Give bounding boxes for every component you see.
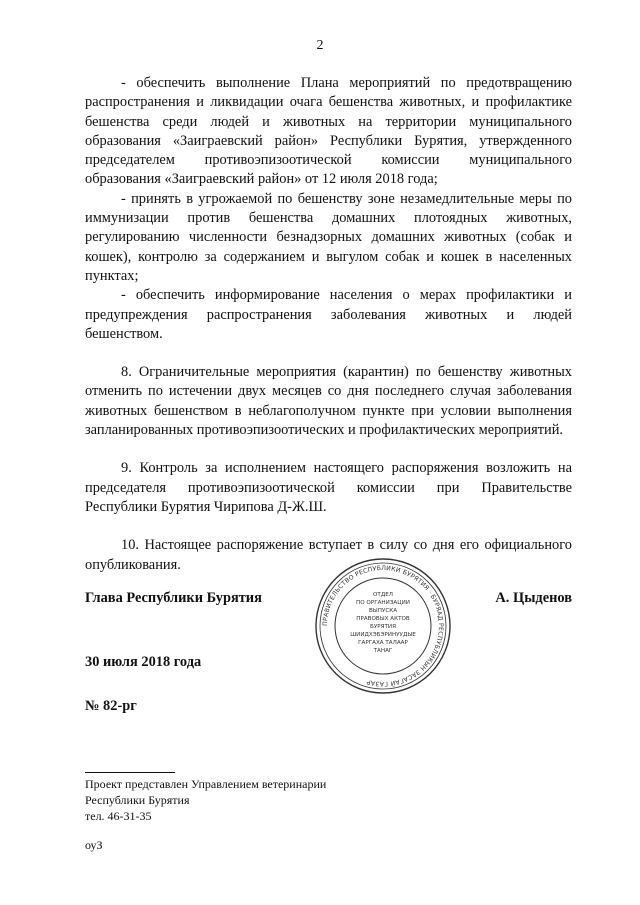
document-number: № 82-рг [85,698,137,714]
paragraph-informing: - обеспечить информирование населения о мерах профилактики и предупреждения распространения заболевания животных и людей бешенством. [85,287,572,342]
footnote [85,776,326,824]
paragraph-10: 10. Настоящее распоряжение вступает в силу со дня его официального опубликования. [85,537,572,573]
seal-line: ТАНАГ [373,648,393,654]
footnote-divider [85,772,175,773]
seal-line: ВЫПУСКА [368,608,398,614]
paragraph-immunization: - принять в угрожаемой по бешенству зоне незамедлительные меры по иммунизации против бешенства домашних плотоядных животных, регулированию численности безнадзорных домашних животных (собак и кошек), контролю за содержанием и выгулом собак и кошек в населенных пунктах; [85,190,572,284]
page-number: 2 [316,38,324,53]
signature-position: Глава Республики Бурятия [85,590,262,606]
seal-line: ГАРГАХА ТАЛААР [358,640,408,646]
official-seal-icon [313,556,453,696]
paragraph-9: 9. Контроль за исполнением настоящего распоряжения возложить на председателя противоэпизоотической комиссии при Правительстве Республики Бурятия Чирипова Д-Ж.Ш. [85,460,572,515]
document-code: оуЗ [85,838,103,852]
document-date: 30 июля 2018 года [85,654,202,670]
seal-line: ШИИДХЭБЭРИНУУДЫЕ [350,632,416,638]
seal-line: БУРЯТИЯ [370,624,396,630]
paragraph-plan: - обеспечить выполнение Плана мероприятий по предотвращению распространения и ликвидации очага бешенства животных, и профилактике бешенства среди людей и животных на территории муниципального образования «Заиграевский район» Республики Бурятия, утвержденного председателем противоэпизоотической комиссии муниципального образования «Заиграевский район» от 12 июля 2018 года; [85,75,572,188]
signature-name: А. Цыденов [495,590,572,606]
footnote-line: Республики Бурятия [85,793,190,807]
seal-line: ОТДЕЛ [373,592,393,598]
paragraph-8: 8. Ограничительные мероприятия (карантин) по бешенству животных отменить по истечении двух месяцев со дня последнего случая заболевания животных бешенством в неблагополучном пункте при условии выполнения запланированных противоэпизоотических и профилактических мероприятий. [85,364,572,439]
seal-line: ПРАВОВЫХ АКТОВ [356,616,410,622]
document-body [85,74,572,575]
seal-ring-text: ПРАВИТЕЛЬСТВО РЕСПУБЛИКИ БУРЯТИЯ · БУРЯАД РЕСПУБЛИКЫН ЗАСАГАЙ ГАЗАР [321,564,445,688]
footnote-line: Проект представлен Управлением ветеринарии [85,777,327,791]
seal-line: ПО ОРГАНИЗАЦИИ [356,600,410,606]
footnote-line: тел. 46-31-35 [85,809,152,823]
